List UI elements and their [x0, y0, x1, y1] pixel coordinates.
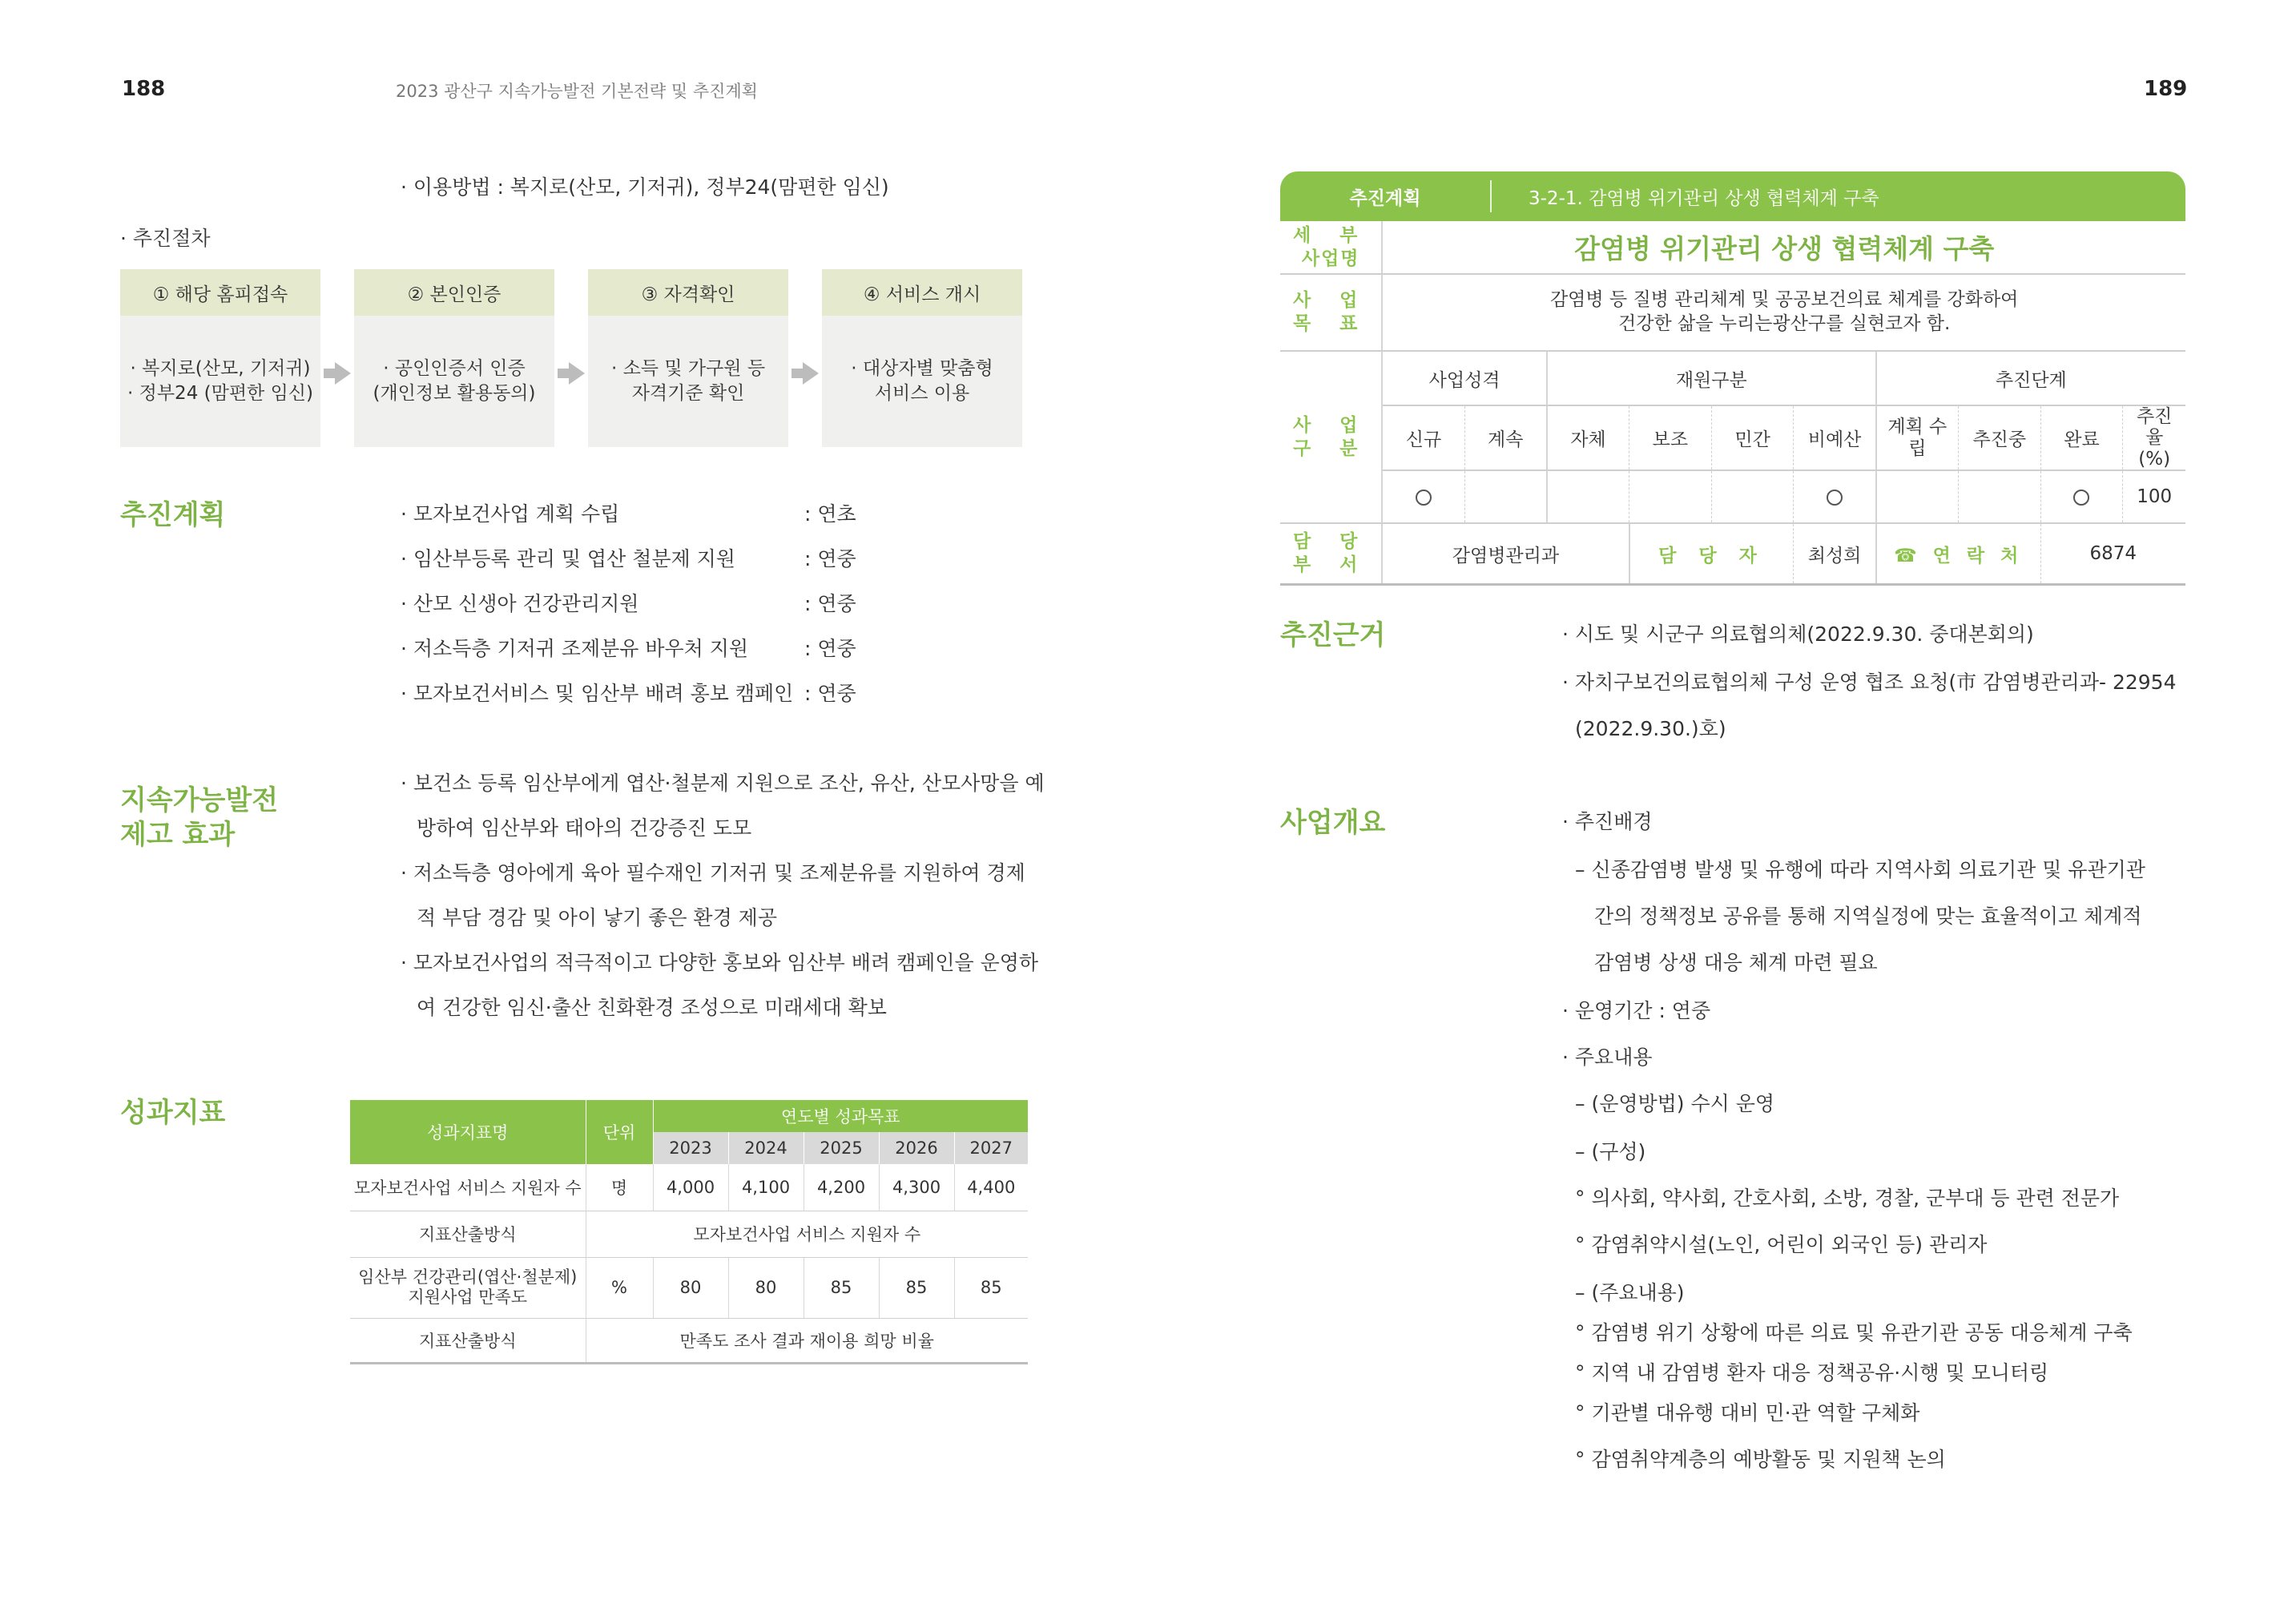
right-page-number: 189: [2144, 77, 2188, 101]
step-body: [354, 316, 554, 447]
row-label-line: 세 부: [1292, 224, 1369, 246]
overview-line: – (주요내용): [1575, 1281, 1685, 1304]
step-body-line: · 정부24 (맘편한 임신): [127, 383, 313, 404]
step-body: [588, 316, 788, 447]
overview-line: · 운영기간 : 연중: [1562, 999, 1711, 1022]
table-row: [1280, 470, 2185, 523]
step-head: ④ 서비스 개시: [822, 269, 1022, 316]
dept-value: 감염병관리과: [1382, 523, 1629, 584]
step-body: [120, 316, 320, 447]
overview-line: – 신종감염병 발생 및 유행에 따라 지역사회 의료기관 및 유관기관: [1575, 858, 2145, 881]
row-label-category: [1280, 351, 1382, 523]
person-label: 담 당 자: [1629, 523, 1794, 584]
kpi-name: 모자보건사업 서비스 지원자 수: [350, 1164, 586, 1211]
bar-divider: [1490, 180, 1492, 212]
row-label-dept: [1280, 523, 1382, 584]
plan-item: · 산모 신생아 건강관리지원: [401, 592, 639, 615]
row-label-line: 사 업: [1292, 290, 1369, 312]
step-head: ③ 자격확인: [588, 269, 788, 316]
effect-heading-line: 제고 효과: [120, 818, 236, 851]
arrow-right-icon: [569, 362, 585, 385]
check-nonbudget: [1794, 470, 1876, 523]
kpi-name: [350, 1257, 586, 1318]
step-head: ② 본인인증: [354, 269, 554, 316]
basis-line: · 시도 및 시군구 의료협의체(2022.9.30. 중대본회의): [1562, 623, 2034, 646]
circle-mark-icon: [1827, 490, 1843, 506]
person-value: 최성희: [1794, 523, 1876, 584]
overview-line: ° 감염취약시설(노인, 어린이 외국인 등) 관리자: [1575, 1233, 1988, 1256]
kpi-method-label: 지표산출방식: [350, 1318, 586, 1363]
step-body-line: (개인정보 활용동의): [373, 383, 536, 404]
check-new: [1382, 470, 1464, 523]
contact-label: ☎ 연 락 처: [1876, 523, 2040, 584]
basis-line: · 자치구보건의료협의체 구성 운영 협조 요청(市 감염병관리과- 22954: [1562, 671, 2177, 694]
sub-header: 완료: [2040, 405, 2123, 470]
kpi-method-label: 지표산출방식: [350, 1211, 586, 1257]
goal-line: 감염병 등 질병 관리체계 및 공공보건의료 체계를 강화하여: [1549, 289, 2019, 311]
effect-line: 방하여 임산부와 태아의 건강증진 도모: [417, 816, 752, 840]
overview-heading: 사업개요: [1280, 807, 1386, 839]
kpi-table: [350, 1100, 1028, 1364]
effect-line: · 저소득층 영아에게 육아 필수재인 기저귀 및 조제분유를 지원하여 경제: [401, 861, 1025, 885]
goal-text: [1382, 274, 2185, 351]
row-label-line: 사업명: [1301, 248, 1360, 269]
procedure-label: · 추진절차: [120, 227, 211, 250]
row-label-line: 담 당: [1292, 531, 1369, 553]
procedure-step-1: [120, 269, 320, 447]
overview-line: ° 지역 내 감염병 환자 대응 정책공유·시행 및 모니터링: [1575, 1361, 2049, 1384]
overview-line: – (구성): [1575, 1140, 1646, 1163]
kpi-year: 2024: [728, 1132, 804, 1164]
overview-line: 감염병 상생 대응 체계 마련 필요: [1594, 951, 1878, 974]
step-body-line: · 대상자별 맞춤형: [851, 357, 993, 379]
overview-line: ° 감염취약계층의 예방활동 및 지원책 논의: [1575, 1448, 1946, 1471]
kpi-value: 4,200: [804, 1164, 879, 1211]
check-plan: [1876, 470, 1959, 523]
kpi-value: 4,400: [954, 1164, 1028, 1211]
overview-line: – (운영방법) 수시 운영: [1575, 1092, 1775, 1115]
kpi-year: 2023: [653, 1132, 728, 1164]
kpi-value: 4,000: [653, 1164, 728, 1211]
kpi-col-name: 성과지표명: [350, 1100, 586, 1164]
basis-line: (2022.9.30.)호): [1575, 717, 1726, 740]
check-cont: [1464, 470, 1547, 523]
kpi-value: 85: [879, 1257, 954, 1318]
arrow-right-icon: [335, 362, 351, 385]
overview-line: 간의 정책정보 공유를 통해 지역실정에 맞는 효율적이고 체계적: [1594, 905, 2142, 928]
table-row: [1280, 221, 2185, 274]
table-row: [1280, 405, 2185, 470]
table-row: [350, 1164, 1028, 1211]
kpi-year: 2026: [879, 1132, 954, 1164]
step-body: [822, 316, 1022, 447]
basis-heading: 추진근거: [1280, 619, 1386, 651]
row-label-goal: [1280, 274, 1382, 351]
arrow-right-icon: [803, 362, 819, 385]
row-label-line: 목 표: [1292, 313, 1369, 334]
kpi-value: 85: [954, 1257, 1028, 1318]
overview-line: · 추진배경: [1562, 810, 1653, 833]
plan-item: · 모자보건사업 계획 수립: [401, 502, 620, 526]
step-body-line: · 소득 및 가구원 등: [610, 357, 766, 379]
sub-header: 자체: [1547, 405, 1629, 470]
kpi-year: 2027: [954, 1132, 1028, 1164]
step-body-line: · 공인인증서 인증: [383, 357, 526, 379]
sub-header: 보조: [1629, 405, 1712, 470]
plan-item-period: : 연중: [804, 592, 856, 615]
effect-heading-line: 지속가능발전: [120, 784, 279, 816]
project-header-bar: [1280, 171, 2185, 221]
sub-header: 민간: [1711, 405, 1794, 470]
procedure-step-4: [822, 269, 1022, 447]
detail-title: 감염병 위기관리 상생 협력체계 구축: [1382, 221, 2185, 274]
kpi-method: 모자보건사업 서비스 지원자 수: [586, 1211, 1028, 1257]
funding-header: 재원구분: [1547, 351, 1876, 405]
check-private: [1711, 470, 1794, 523]
sub-header: 계획 수립: [1876, 405, 1959, 470]
kpi-value: 4,300: [879, 1164, 954, 1211]
goal-line: 건강한 삶을 누리는광산구를 실현코자 함.: [1618, 313, 1951, 334]
stage-header: 추진단계: [1876, 351, 2185, 405]
sub-header: 추진중: [1958, 405, 2040, 470]
procedure-step-3: [588, 269, 788, 447]
kpi-year: 2025: [804, 1132, 879, 1164]
circle-mark-icon: [2073, 490, 2089, 506]
step-body-line: 자격기준 확인: [631, 383, 745, 404]
procedure-step-2: [354, 269, 554, 447]
table-row: [1280, 351, 2185, 405]
check-self: [1547, 470, 1629, 523]
kpi-unit: %: [586, 1257, 653, 1318]
circle-mark-icon: [1416, 490, 1432, 506]
sub-header: 추진율 (%): [2123, 405, 2185, 470]
plan-heading: 추진계획: [120, 499, 226, 531]
overview-line: ° 감염병 위기 상황에 따른 의료 및 유관기관 공동 대응체계 구축: [1575, 1321, 2133, 1344]
sub-header: 계속: [1464, 405, 1547, 470]
effect-line: · 모자보건사업의 적극적이고 다양한 홍보와 임산부 배려 캠페인을 운영하: [401, 951, 1039, 974]
overview-line: ° 기관별 대유행 대비 민·관 역할 구체화: [1575, 1401, 1920, 1425]
plan-item-period: : 연중: [804, 547, 856, 570]
plan-item-period: : 연중: [804, 682, 856, 705]
kpi-value: 85: [804, 1257, 879, 1318]
check-done: [2040, 470, 2123, 523]
kpi-value: 80: [728, 1257, 804, 1318]
rate-value: 100: [2123, 470, 2185, 523]
project-bar-label: 추진계획: [1349, 187, 1421, 209]
table-row: [1280, 274, 2185, 351]
usage-line: · 이용방법 : 복지로(산모, 기저귀), 정부24(맘편한 임신): [401, 175, 889, 199]
table-row: [350, 1318, 1028, 1363]
nature-header: 사업성격: [1382, 351, 1546, 405]
effect-line: 적 부담 경감 및 아이 낳기 좋은 환경 제공: [417, 906, 777, 929]
step-body-line: · 복지로(산모, 기저귀): [130, 357, 311, 379]
plan-item: · 저소득층 기저귀 조제분유 바우처 지원: [401, 637, 749, 660]
table-row: [1280, 523, 2185, 584]
overview-line: ° 의사회, 약사회, 간호사회, 소방, 경찰, 군부대 등 관련 전문가: [1575, 1187, 2120, 1210]
kpi-unit: 명: [586, 1164, 653, 1211]
sub-header: 비예산: [1794, 405, 1876, 470]
row-label-line: 사 업: [1292, 414, 1369, 436]
table-row: [350, 1257, 1028, 1318]
kpi-name-line: 임산부 건강관리(엽산·철분제): [358, 1267, 578, 1287]
overview-line: · 주요내용: [1562, 1046, 1653, 1069]
plan-item: · 임산부등록 관리 및 엽산 철분제 지원: [401, 547, 735, 570]
kpi-value: 80: [653, 1257, 728, 1318]
kpi-method: 만족도 조사 결과 재이용 희망 비율: [586, 1318, 1028, 1363]
contact-value: 6874: [2040, 523, 2185, 584]
effect-line: · 보건소 등록 임산부에게 엽산·철분제 지원으로 조산, 유산, 산모사망을 예: [401, 772, 1045, 795]
plan-item: · 모자보건서비스 및 임산부 배려 홍보 캠페인: [401, 682, 794, 705]
kpi-value: 4,100: [728, 1164, 804, 1211]
check-ongoing: [1958, 470, 2040, 523]
kpi-col-unit: 단위: [586, 1100, 653, 1164]
kpi-heading: 성과지표: [120, 1097, 226, 1129]
row-label-line: 구 분: [1292, 437, 1369, 459]
plan-item-period: : 연초: [804, 502, 856, 526]
plan-item-period: : 연중: [804, 637, 856, 660]
row-label-detail: [1280, 221, 1382, 274]
effect-heading: [120, 784, 278, 852]
effect-line: 여 건강한 임신·출산 친화환경 조성으로 미래세대 확보: [417, 996, 887, 1019]
step-body-line: 서비스 이용: [874, 383, 970, 404]
check-subsidy: [1629, 470, 1712, 523]
sub-header: 신규: [1382, 405, 1464, 470]
kpi-col-targets: 연도별 성과목표: [653, 1100, 1028, 1132]
left-page-number: 188: [122, 77, 166, 101]
project-bar-value: 3-2-1. 감염병 위기관리 상생 협력체계 구축: [1529, 187, 1879, 209]
kpi-name-line: 지원사업 만족도: [408, 1288, 528, 1307]
project-table: [1280, 221, 2185, 586]
step-head: ① 해당 홈피접속: [120, 269, 320, 316]
running-title: 2023 광산구 지속가능발전 기본전략 및 추진계획: [396, 82, 758, 101]
table-row: [350, 1211, 1028, 1257]
row-label-line: 부 서: [1292, 554, 1369, 576]
